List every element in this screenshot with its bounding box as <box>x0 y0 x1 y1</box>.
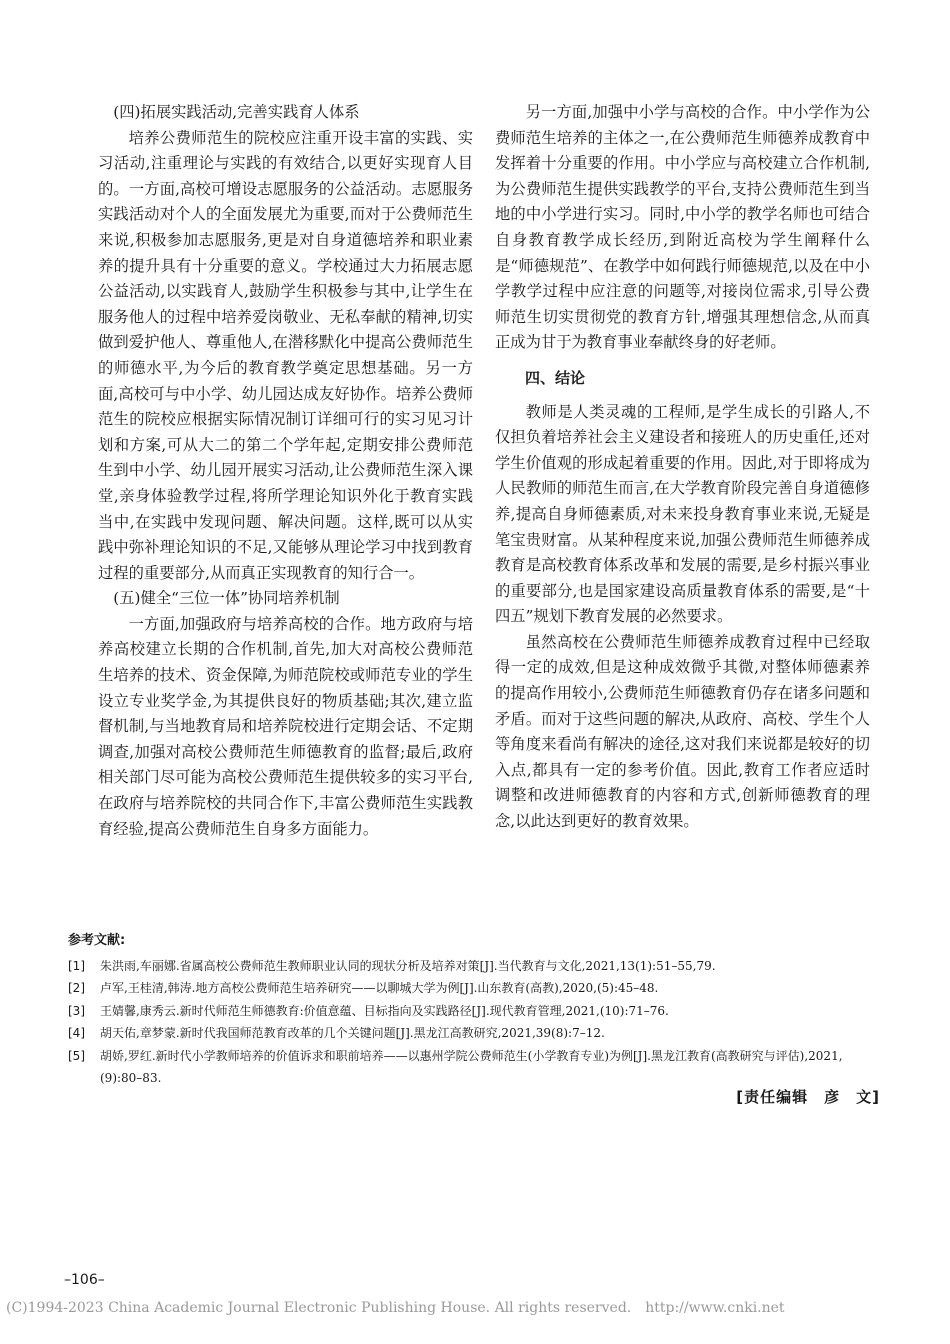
paragraph-conclusion-1: 教师是人类灵魂的工程师,是学生成长的引路人,不仅担负着培养社会主义建设者和接班人的历史重任,还对学生价值观的形成起着重要的作用。因此,对于即将成为人民教师的师范生而言,在大学教育阶段完善自身道德修养,提高自身师德素质,对未来投身教育事业来说,无疑是笔宝贵财富。从某种程度来说,加强公费师范生师德养成教育是高校教育体系改革和发展的需要,是乡村振兴事业的重要部分,也是国家建设高质量教育体系的需要,是“十四五”规划下教育发展的必然要求。 <box>495 402 870 626</box>
paragraph-school-cooperation: 另一方面,加强中小学与高校的合作。中小学作为公费师范生培养的主体之一,在公费师范生师德养成教育中发挥着十分重要的作用。中小学应与高校建立合作机制,为公费师范生提供实践教学的平台,支持公费师范生到当地的中小学进行实习。同时,中小学的教学名师也可结合自身教育教学成长经历,到附近高校为学生阐释什么是“师德规范”、在教学中如何践行师德规范,以及在中小学教学过程中应注意的问题等,对接岗位需求,引导公费师范生切实贯彻党的教育方针,增强其理想信念,从而真正成为甘于为教育事业奉献终身的好老师。 <box>495 103 870 352</box>
reference-text: 胡娇,罗红.新时代小学教师培养的价值诉求和职前培养——以惠州学院公费师范生(小学教育专业)为例[J].黑龙江教育(高教研究与评估),2021,(9):80–83. <box>100 1048 843 1085</box>
reference-text: 王婧馨,康秀云.新时代师范生师德教育:价值意蕴、目标指向及实践路径[J].现代教育管理,2021,(10):71–76. <box>100 1003 669 1018</box>
reference-number: [3] <box>68 1003 85 1018</box>
reference-text: 胡天佑,章梦蒙.新时代我国师范教育改革的几个关键问题[J].黑龙江高教研究,2021,39(8):7–12. <box>100 1026 605 1040</box>
reference-text: 朱洪雨,车丽娜.省属高校公费师范生教师职业认同的现状分析及培养对策[J].当代教育与文化,2021,13(1):51–55,79. <box>100 958 716 973</box>
paragraph-practice: 培养公费师范生的院校应注重开设丰富的实践、实习活动,注重理论与实践的有效结合,以更好实现育人目的。一方面,高校可增设志愿服务的公益活动。志愿服务实践活动对个人的全面发展尤为重要,而对于公费师范生来说,积极参加志愿服务,更是对自身道德培养和职业素养的提升具有十分重要的意义。学校通过大力拓展志愿公益活动,以实践育人,鼓励学生积极参与其中,让学生在服务他人的过程中培养爱岗敬业、无私奉献的精神,切实做到爱护他人、尊重他人,在潜移默化中提高公费师范生的师德水平,为今后的教育教学奠定思想基础。另一方面,高校可与中小学、幼儿园达成友好协作。培养公费师范生的院校应根据实际情况制订详细可行的实习见习计划和方案,可从大二的第二个学年起,定期安排公费师范生到中小学、幼儿园开展实习活动,让公费师范生深入课堂,亲身体验教学过程,将所学理论知识外化于教育实践当中,在实践中发现问题、解决问题。这样,既可以从实践中弥补理论知识的不足,又能够从理论学习中找到教育过程的重要部分,从而真正实现教育的知行合一。 <box>98 128 473 582</box>
reference-item <box>68 977 884 1000</box>
responsible-editor: [责任编辑 彦 文] <box>736 1088 880 1106</box>
paragraph-conclusion-2: 虽然高校在公费师范生师德养成教育过程中已经取得一定的成效,但是这种成效微乎其微,对整体师德素养的提高作用较小,公费师范生师德教育仍存在诸多问题和矛盾。而对于这些问题的解决,从政府、高校、学生个人等角度来看尚有解决的途径,这对我们来说都是较好的切入点,都具有一定的参考价值。因此,教育工作者应适时调整和改进师德教育的内容和方式,创新师德教育的理念,以此达到更好的教育效果。 <box>495 632 870 831</box>
paragraph-government-cooperation: 一方面,加强政府与培养高校的合作。地方政府与培养高校建立长期的合作机制,首先,加大对高校公费师范生培养的技术、资金保障,为师范院校或师范专业的学生设立专业奖学金,为其提供良好的物质基础;其次,建立监督机制,与当地教育局和培养院校进行定期会话、不定期调查,加强对高校公费师范生师德教育的监督;最后,政府相关部门尽可能为高校公费师范生提供较多的实习平台,在政府与培养院校的共同合作下,丰富公费师范生实践教育经验,提高公费师范生自身多方面能力。 <box>98 614 473 838</box>
reference-item <box>68 1045 884 1090</box>
reference-number: [5] <box>68 1048 85 1063</box>
references-title: 参考文献: <box>68 933 126 948</box>
right-column <box>495 100 870 835</box>
subheading-collaboration-mechanism: (五)健全“三位一体”协同培养机制 <box>113 589 340 608</box>
reference-number: [2] <box>68 981 85 995</box>
reference-text: 卢军,王桂清,韩涛.地方高校公费师范生培养研究——以聊城大学为例[J].山东教育(高教),2020,(5):45–48. <box>100 981 659 995</box>
section-heading-conclusion: 四、结论 <box>525 368 586 387</box>
reference-item <box>68 955 884 978</box>
subheading-practice-activities: (四)拓展实践活动,完善实践育人体系 <box>113 103 360 121</box>
copyright-watermark: (C)1994-2023 China Academic Journal Electronic Publishing House. All rights reserved. http://www.cnki.net <box>6 1300 785 1316</box>
reference-number: [1] <box>68 958 85 973</box>
left-column <box>98 100 473 842</box>
reference-item <box>68 1022 884 1045</box>
reference-item <box>68 1000 884 1023</box>
references <box>68 930 884 1090</box>
reference-number: [4] <box>68 1026 85 1040</box>
page-number: –106– <box>64 1272 105 1288</box>
article-body <box>0 100 950 900</box>
